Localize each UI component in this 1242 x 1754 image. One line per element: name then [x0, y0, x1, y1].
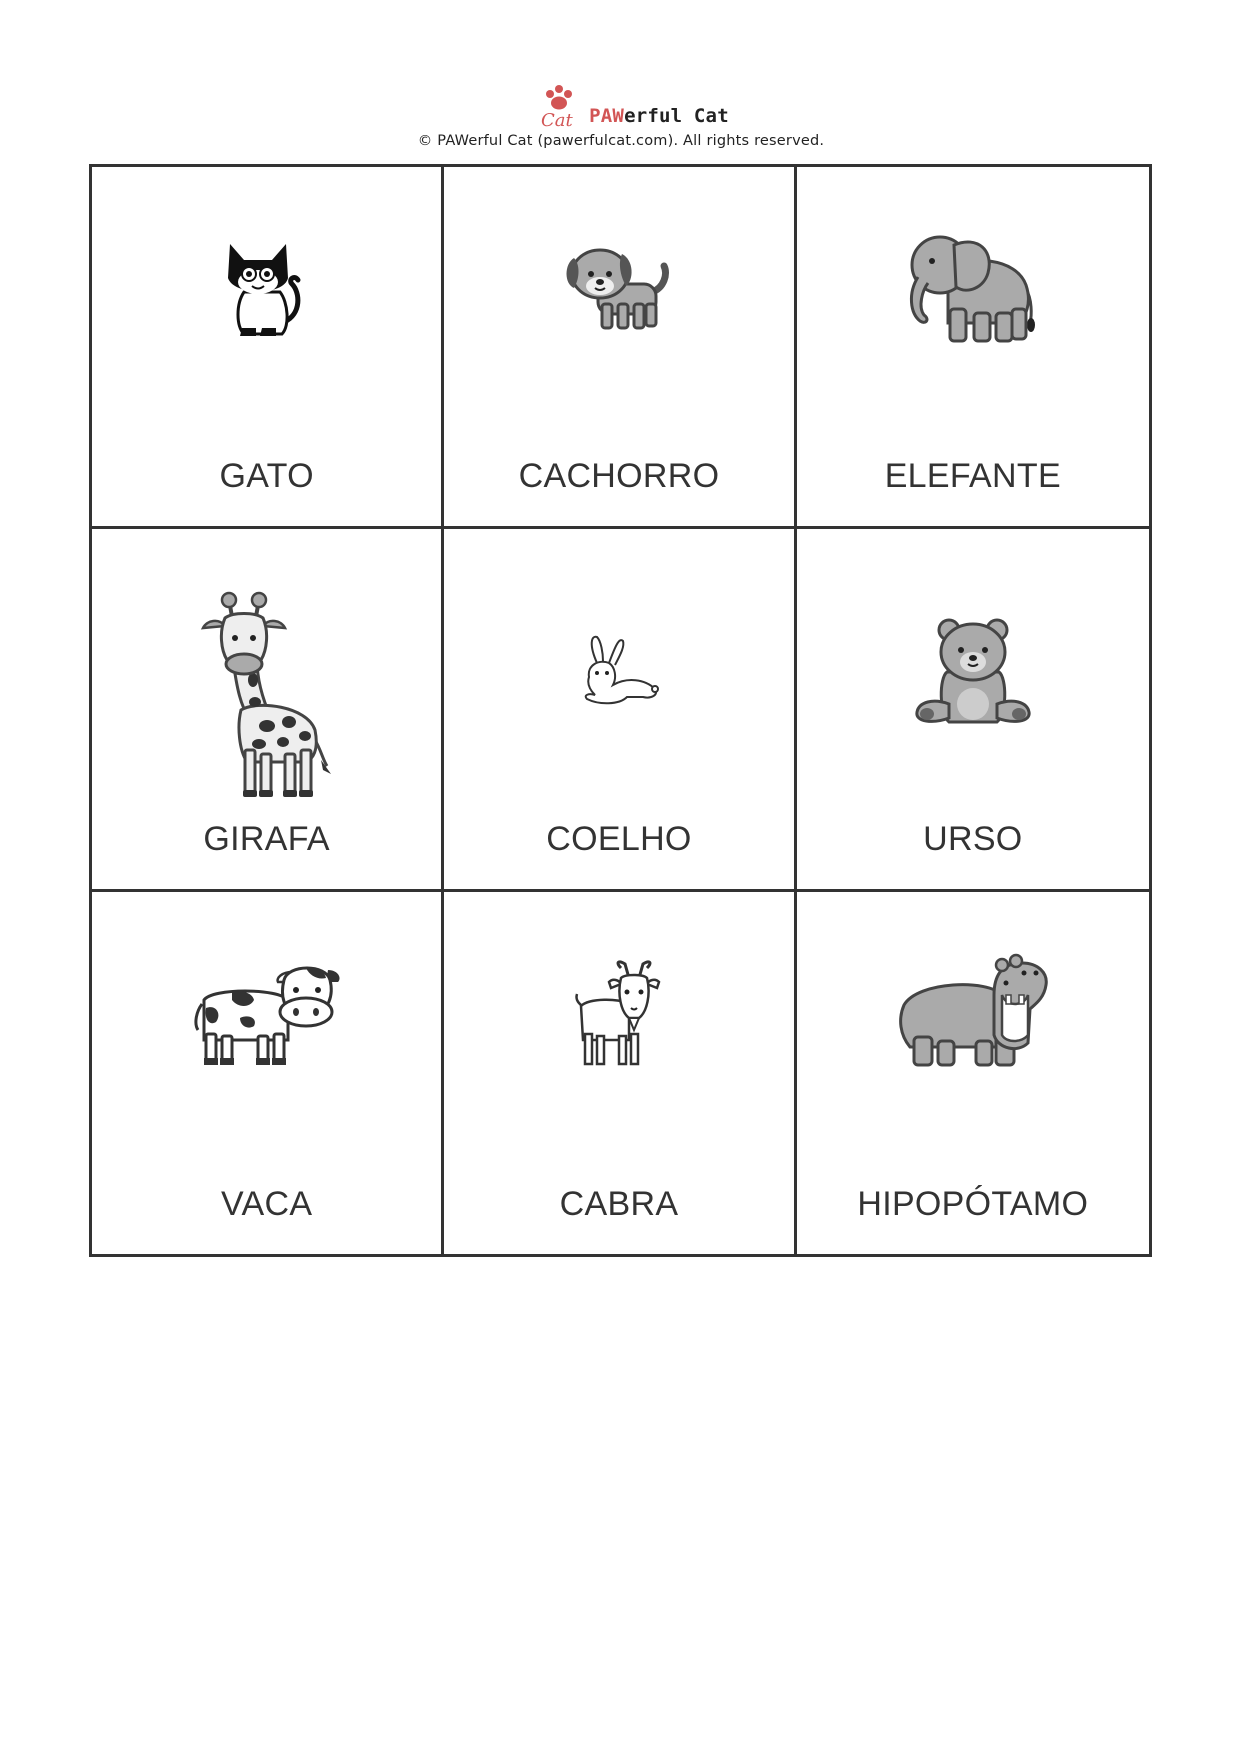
card-gato [92, 167, 444, 529]
card-label: COELHO [546, 819, 692, 858]
brand-name [589, 105, 729, 127]
card-label: VACA [221, 1185, 313, 1223]
elephant-icon [898, 229, 1048, 349]
hippo-icon [898, 955, 1048, 1075]
bear-icon [913, 618, 1033, 728]
card-cabra [444, 892, 796, 1254]
flashcard-grid [89, 164, 1152, 1257]
giraffe-icon [197, 590, 337, 800]
card-label: CACHORRO [518, 457, 720, 496]
card-elefante [797, 167, 1149, 529]
cow-icon [192, 960, 342, 1070]
dog-icon [564, 244, 674, 334]
card-label: CABRA [559, 1185, 679, 1223]
card-label: GATO [219, 457, 314, 496]
card-label: GIRAFA [203, 819, 330, 858]
cat-icon [222, 234, 312, 344]
card-label: ELEFANTE [884, 457, 1061, 496]
rabbit-icon [579, 633, 659, 713]
goat-icon [569, 960, 669, 1070]
page-header [0, 84, 1242, 149]
card-cachorro [444, 167, 796, 529]
card-urso [797, 529, 1149, 891]
brand-logo [24, 84, 1242, 130]
card-vaca [92, 892, 444, 1254]
brand-name-rest: erful Cat [624, 105, 729, 127]
copyright-notice: © PAWerful Cat (pawerfulcat.com). All rights reserved. [417, 133, 825, 149]
brand-name-paw: PAW [589, 105, 625, 127]
card-hipopotamo [797, 892, 1149, 1254]
paw-logo-icon [537, 84, 583, 130]
card-label: URSO [923, 819, 1023, 858]
card-coelho [444, 529, 796, 891]
svg-text:Cat: Cat [541, 110, 573, 130]
card-label: HIPOPÓTAMO [857, 1185, 1089, 1223]
card-girafa [92, 529, 444, 891]
